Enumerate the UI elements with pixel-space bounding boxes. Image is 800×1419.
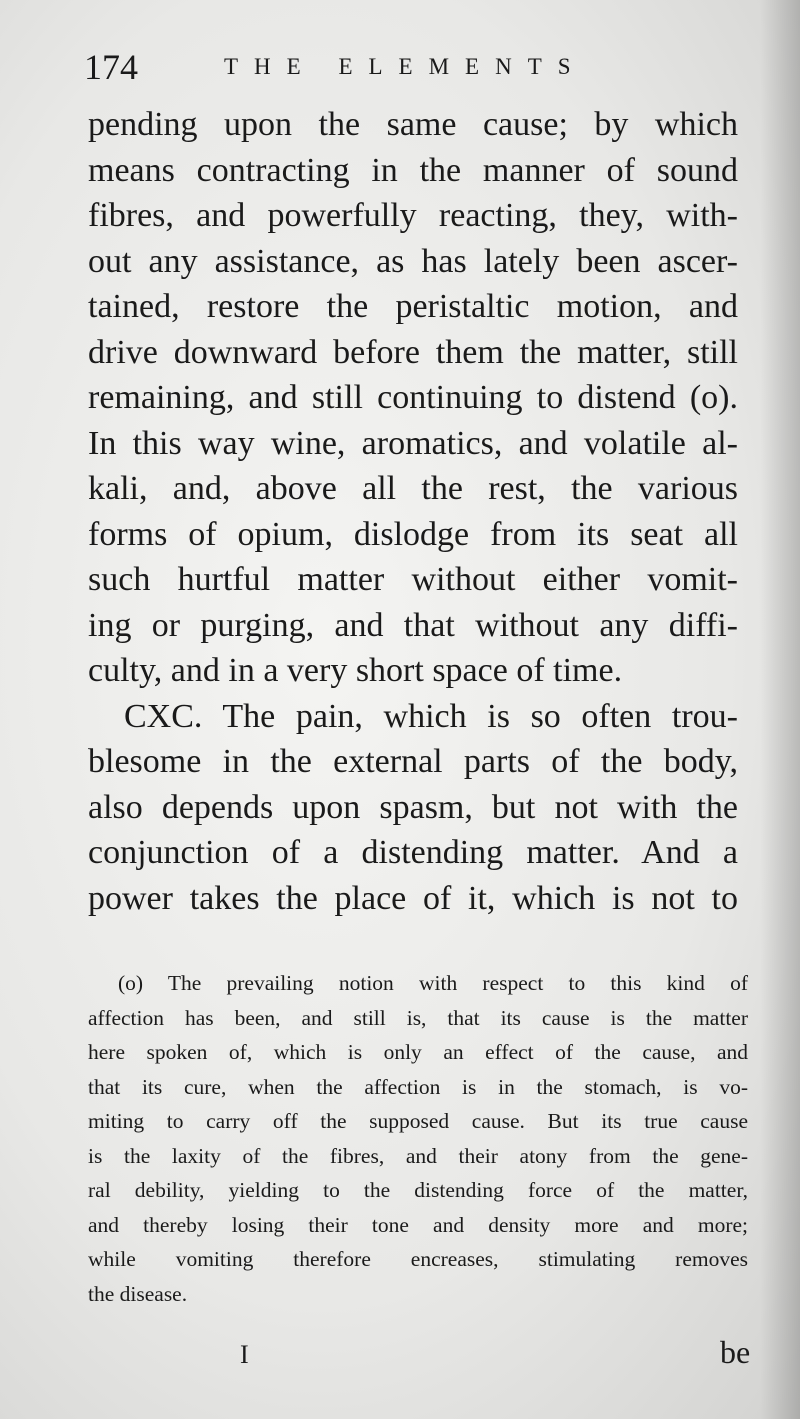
footnote-line: is the laxity of the fibres, and their atony from the gene- bbox=[88, 1143, 748, 1168]
footnote-line: (o) The prevailing notion with respect to this kind of bbox=[118, 971, 748, 995]
page-header bbox=[84, 42, 764, 92]
page-number: 174 bbox=[84, 47, 138, 87]
body-line: drive downward before them the matter, still bbox=[88, 333, 738, 371]
body-text bbox=[88, 102, 738, 921]
body-line: remaining, and still continuing to distend (o). bbox=[88, 379, 738, 416]
body-line: ing or purging, and that without any diffi- bbox=[88, 606, 738, 644]
footnote-line: miting to carry off the supposed cause. But its true cause bbox=[88, 1109, 748, 1133]
body-line: In this way wine, aromatics, and volatile al- bbox=[88, 424, 738, 462]
body-line: pending upon the same cause; by which bbox=[88, 106, 738, 143]
body-line: out any assistance, as has lately been ascer- bbox=[88, 242, 738, 280]
body-line: forms of opium, dislodge from its seat all bbox=[88, 515, 738, 553]
page-edge-shadow bbox=[760, 0, 800, 1419]
body-line: culty, and in a very short space of time. bbox=[88, 652, 623, 689]
body-line: power takes the place of it, which is not to bbox=[88, 879, 738, 917]
footnote-line: here spoken of, which is only an effect of the cause, and bbox=[88, 1040, 748, 1064]
footnote bbox=[88, 966, 748, 1311]
footnote-line: that its cure, when the affection is in the stomach, is vo- bbox=[88, 1074, 748, 1099]
body-line: kali, and, above all the rest, the various bbox=[88, 470, 738, 507]
footnote-line: and thereby losing their tone and density more and more; bbox=[88, 1212, 748, 1237]
footnote-line: ral debility, yielding to the distending force of the matter, bbox=[88, 1178, 748, 1202]
catchword: be bbox=[720, 1334, 751, 1370]
body-line: such hurtful matter without either vomit- bbox=[88, 561, 738, 598]
footnote-line: affection has been, and still is, that its cause is the matter bbox=[88, 1005, 748, 1030]
body-line: conjunction of a distending matter. And a bbox=[88, 834, 738, 871]
body-line: means contracting in the manner of sound bbox=[88, 151, 738, 189]
footnote-line: the disease. bbox=[88, 1281, 188, 1306]
body-line: fibres, and powerfully reacting, they, with- bbox=[88, 197, 738, 234]
section-start-line: CXC. The pain, which is so often trou- bbox=[124, 697, 738, 735]
running-head: THE ELEMENTS bbox=[224, 54, 587, 79]
footnote-line: while vomiting therefore encreases, stimulating removes bbox=[88, 1247, 748, 1271]
body-line: blesome in the external parts of the body, bbox=[88, 743, 738, 780]
body-line: also depends upon spasm, but not with the bbox=[88, 788, 738, 826]
body-line: tained, restore the peristaltic motion, and bbox=[88, 288, 738, 325]
signature-mark: I bbox=[240, 1340, 249, 1369]
